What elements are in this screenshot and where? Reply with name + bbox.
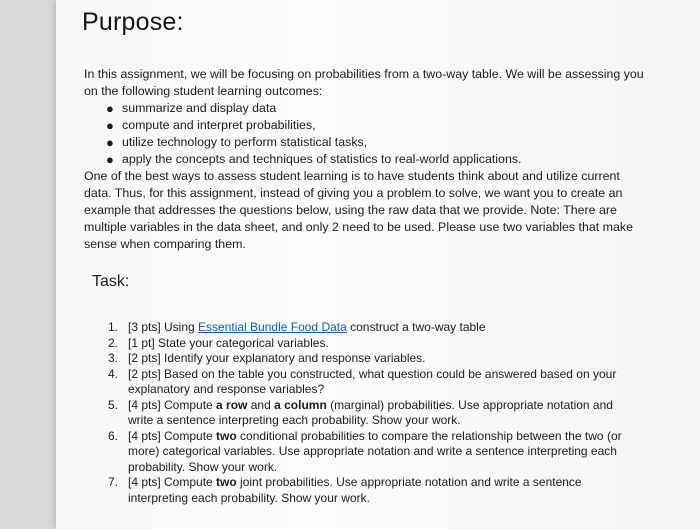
- task-text: [4 pts] Compute: [128, 475, 217, 489]
- task-number: 3.: [108, 351, 119, 365]
- outcome-text: apply the concepts and techniques of statistics to real-world applications.: [122, 152, 522, 166]
- task-item: [102, 475, 622, 506]
- task-item: [102, 336, 622, 352]
- task-heading: Task:: [92, 273, 130, 290]
- task-text: [4 pts] Compute: [128, 397, 217, 412]
- task-text-bold: two: [216, 475, 237, 489]
- task-text: construct a two-way table: [346, 320, 486, 334]
- task-number: 2.: [108, 335, 119, 350]
- bullet-icon: ●: [106, 118, 114, 133]
- task-item: [102, 351, 622, 367]
- intro-paragraph-2: One of the best ways to assess student learning is to have students think about and utilize current data. Thus, for this assignment, instead of giving you a problem to solve, we want you to create an example that addresses the questions below, using the raw data that we provide. Note: There are multiple variables in the data sheet, and only 2 need to be used. Please use two variables that make sense when comparing them.: [84, 169, 633, 251]
- outcome-text: summarize and display data: [122, 101, 277, 115]
- bullet-icon: ●: [106, 135, 114, 150]
- task-text: [4 pts] Compute: [128, 428, 217, 443]
- task-item: [102, 429, 622, 476]
- data-link[interactable]: Essential Bundle Food Data: [198, 320, 347, 334]
- intro-paragraph: In this assignment, we will be focusing on probabilities from a two-way table. We will be assessing you on the following student learning outcomes:: [84, 67, 644, 98]
- task-number: 5.: [108, 397, 119, 412]
- task-item: [102, 367, 622, 398]
- outcome-text: utilize technology to perform statistical tasks,: [122, 135, 368, 149]
- task-text: [2 pts] Identify your explanatory and response variables.: [128, 351, 426, 365]
- task-text: conditional probabilities to compare the relationship between the two (or more) categorical variables. Use appropriate notation and write a sentence interpreting each probability. Show your work.: [128, 428, 622, 474]
- task-list: [102, 320, 622, 506]
- task-text-bold: a row: [216, 397, 248, 412]
- task-text: [3 pts] Using: [128, 320, 199, 334]
- task-number: 4.: [108, 366, 119, 381]
- task-number: 7.: [108, 475, 119, 489]
- task-text: [1 pt] State your categorical variables.: [128, 335, 329, 350]
- outcome-item: [104, 100, 644, 117]
- document-page: [56, 0, 700, 529]
- outcome-text: compute and interpret probabilities,: [122, 118, 316, 132]
- task-item: [102, 320, 622, 336]
- bullet-icon: ●: [106, 101, 114, 116]
- task-text: joint probabilities. Use appropriate notation and write a sentence interpreting each probability. Show your work.: [128, 475, 582, 505]
- page-title: Purpose:: [82, 8, 184, 36]
- task-text: and: [247, 397, 275, 412]
- task-item: [102, 398, 622, 429]
- outcome-item: [104, 117, 644, 134]
- task-number: 6.: [108, 428, 119, 443]
- task-text-bold: two: [216, 428, 237, 443]
- task-text: [2 pts] Based on the table you constructed, what question could be answered based on your explanatory and response variables?: [128, 366, 617, 396]
- task-number: 1.: [108, 320, 119, 334]
- learning-outcomes-list: [84, 100, 644, 168]
- outcome-item: [104, 151, 644, 168]
- task-text: (marginal) probabilities. Use appropriate notation and write a sentence interpreting each probability. Show your work.: [128, 397, 613, 427]
- intro-section: [84, 66, 644, 253]
- outcome-item: [104, 134, 644, 151]
- task-text-bold: a column: [274, 397, 327, 412]
- bullet-icon: ●: [106, 152, 114, 167]
